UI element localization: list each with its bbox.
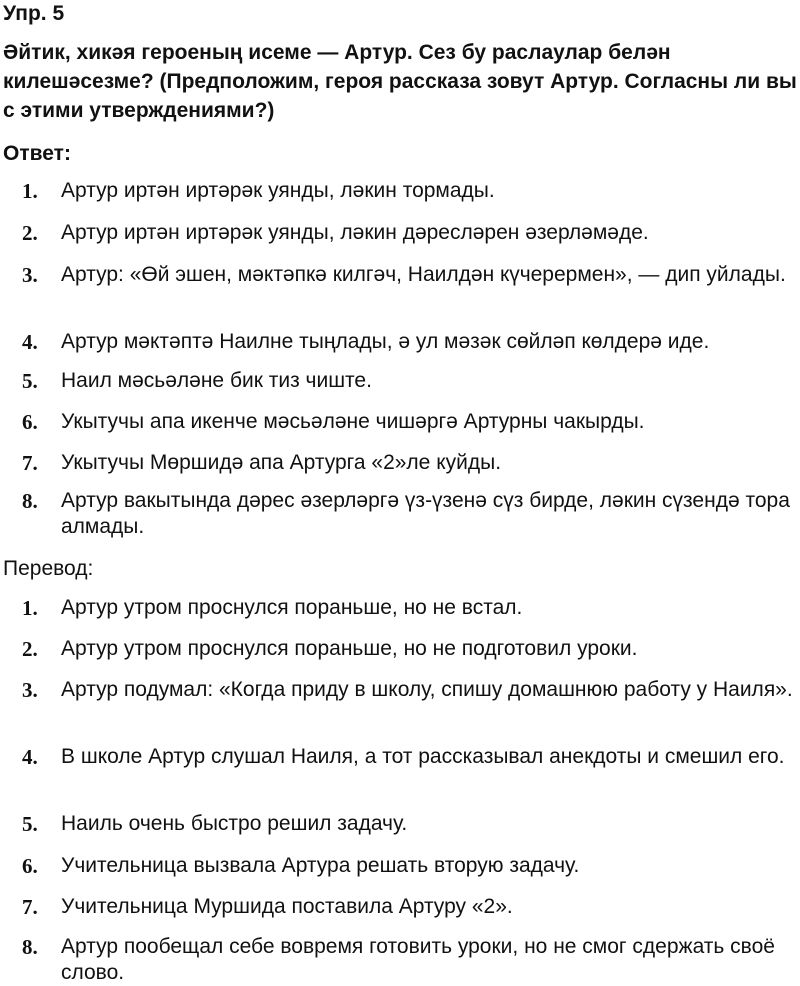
item-text: Артур иртән иртәрәк уянды, ләкин дәресләрен әзерләмәде.: [61, 221, 649, 244]
item-text: Артур иртән иртәрәк уянды, ләкин тормады.: [61, 179, 495, 202]
item-text: Наиль очень быстро решил задачу.: [61, 812, 408, 835]
item-text: Артур утром проснулся пораньше, но не встал.: [61, 596, 523, 619]
item-number: 1.: [22, 179, 38, 203]
item-text: Артур мәктәптә Наилне тыңлады, ә ул мәзәк сөйләп көлдерә иде.: [61, 330, 710, 353]
item-number: 1.: [22, 596, 38, 620]
item-number: 7.: [22, 895, 38, 919]
item-number: 5.: [22, 369, 38, 393]
item-text: Артур вакытында дәрес әзерләргә үз-үзенә сүз бирде, ләкин сүзендә тора алмады.: [61, 489, 790, 538]
answer-label: Ответ:: [3, 142, 71, 165]
item-number: 2.: [22, 221, 38, 245]
item-number: 6.: [22, 410, 38, 434]
item-text: Артур утром проснулся пораньше, но не подготовил уроки.: [61, 637, 638, 660]
item-text: Артур: «Өй эшен, мәктәпкә килгәч, Наилдән күчерермен», — дип уйлады.: [61, 263, 786, 286]
item-number: 3.: [22, 678, 38, 702]
item-text: В школе Артур слушал Наиля, а тот рассказывал анекдоты и смешил его.: [61, 745, 785, 768]
exercise-title: Упр. 5: [3, 2, 65, 25]
item-number: 8.: [22, 935, 38, 959]
translation-label: Перевод:: [3, 557, 94, 580]
item-text: Артур пообещал себе вовремя готовить уроки, но не смог сдержать своё слово.: [61, 935, 775, 984]
item-text: Укытучы Мөршидә апа Артурга «2»ле куйды.: [61, 451, 502, 474]
exercise-task: Әйтик, хикәя героеның исеме — Артур. Сез бу раслаулар белән килешәсезме? (Предположим, героя рассказа зовут Артур. Согласны ли вы с этими утверждениями?): [3, 41, 797, 122]
item-text: Учительница Муршида поставила Артуру «2».: [61, 895, 513, 918]
item-number: 6.: [22, 854, 38, 878]
item-text: Учительница вызвала Артура решать вторую задачу.: [61, 854, 580, 877]
item-number: 4.: [22, 330, 38, 354]
item-text: Наил мәсьәләне бик тиз чиште.: [61, 369, 372, 392]
item-number: 7.: [22, 451, 38, 475]
item-text: Укытучы апа икенче мәсьәләне чишәргә Артурны чакырды.: [61, 410, 645, 433]
item-number: 4.: [22, 745, 38, 769]
item-number: 2.: [22, 637, 38, 661]
item-number: 8.: [22, 489, 38, 513]
item-text: Артур подумал: «Когда приду в школу, спишу домашнюю работу у Наиля».: [61, 678, 793, 701]
item-number: 3.: [22, 263, 38, 287]
item-number: 5.: [22, 812, 38, 836]
